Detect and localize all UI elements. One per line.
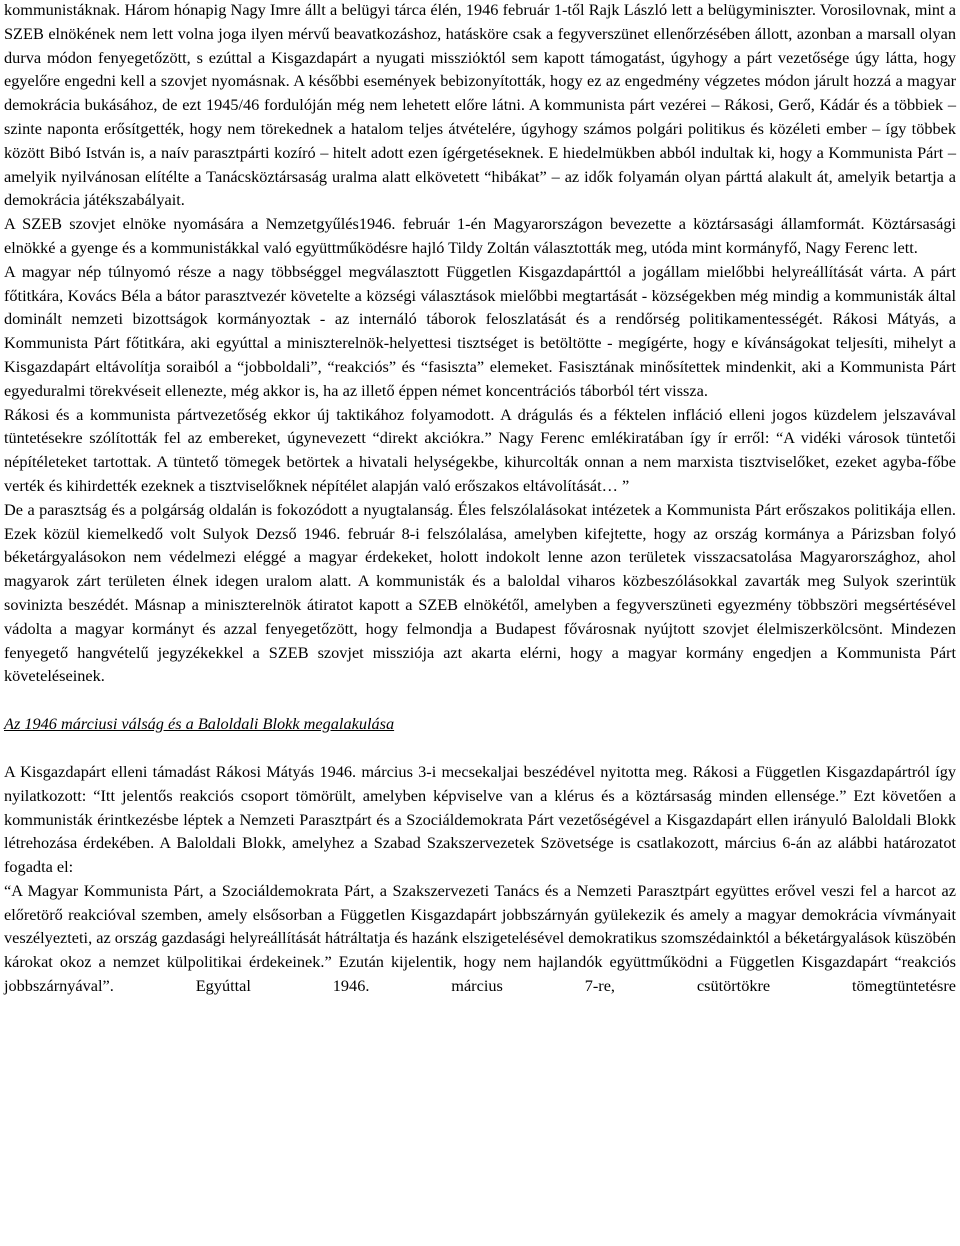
paragraph-4: Rákosi és a kommunista pártvezetőség ekkor új taktikához folyamodott. A drágulás és a féktelen infláció elleni jogos küzdelem jelszavával tüntetésekre szólították fel az embereket, úgynevezett “direkt akciókra.” Nagy Ferenc emlékiratában így ír erről: “A vidéki városok tüntetői népítéleteket tartottak. A tüntető tömegek betörtek a hivatali helységekbe, kihurcolták onnan a nem marxista tisztviselőket, ezeket agyba-főbe verték és kihirdették ezeknek a tisztviselőknek népítélet alapján való erőszakos eltávolítását… ” — [4, 404, 956, 495]
section-paragraph-2: “A Magyar Kommunista Párt, a Szociáldemokrata Párt, a Szakszervezeti Tanács és a Nemzeti Parasztpárt együttes erővel veszi fel a harcot az előretörő reakcióval szemben, amely elsősorban a Független Kisgazdapárt jobbszárnyán gyülekezik és amely a magyar demokrácia vívmányait veszélyezteti, az ország gazdasági helyreállítását hátráltatja és hazánk elszigetelésével demokratikus szomszédainktól a béketárgyalások küszöbén károkat okoz a nemzet külpolitikai érdekeinek.” Ezután kijelentik, hogy nem hajlandók együttműködni a Független Kisgazdapárt “reakciós jobbszárnyával”. Egyúttal 1946. március 7-re, csütörtökre tömegtüntetésre — [4, 880, 956, 996]
paragraph-1: kommunistáknak. Három hónapig Nagy Imre állt a belügyi tárca élén, 1946 február 1-től Rajk László lett a belügyminiszter. Vorosilovnak, mint a SZEB elnökének nem lett volna joga ilyen mérvű beavatkozáshoz, hatásköre csak a fegyverszünet ellenőrzésében állott, azonban a marsall olyan durva módon fenyegetőzött, s ezúttal a Kisgazdapárt a nyugati missziόktól sem kapott támogatást, úgyhogy a párt vezetősége úgy látta, hogy egyelőre engedni kell a szovjet nyomásnak. A későbbi események bebizonyították, hogy ez az engedmény végzetes módon járult hozzá a magyar demokrácia bukásához, de ezt 1945/46 fordulóján még nem lehetett előre látni. A kommunista párt vezérei – Rákosi, Gerő, Kádár és a többiek – szinte naponta erősítgették, hogy nem törekednek a hatalom teljes átvételére, úgyhogy számos polgári politikus és közéleti ember – így többek között Bibó István is, a naív parasztpárti kοzíró – hitelt adott ezen ígérgetéseknek. E hiedelmükben abból indultak ki, hogy a Kommunista Párt – amelyik nyilvánosan elítélte a Tanácsköztársaság uralma alatt elkövetett “hibákat” – az idők folyamán olyan párttá alakult át, amelyik betartja a demokrácia játékszabályait. — [4, 0, 956, 210]
paragraph-3: A magyar nép túlnyomó része a nagy többséggel megválasztott Független Kisgazdapárttól a jogállam mielőbbi helyreállítását várta. A párt főtitkára, Kovács Béla a bátor parasztvezér követelte a községi választások mielőbbi megtartását - községekben még mindig a kommunisták által dominált nemzeti bizottságok kormányoztak - az internáló táborok feloszlatását és a rendőrség politikamentességét. Rákosi Mátyás, a Kommunista Párt főtitkára, aki egyúttal a miniszterelnök-helyettesi tisztséget is betöltötte - megígérte, hogy e kívánságokat teljesíti, mihelyt a Kisgazdapárt eltávolítja soraiból a “jobboldali”, “reakciós” és “fasiszta” elemeket. Fasisztának minősítettek mindenkit, aki a Kommunista Párt egyeduralmi törekvéseit ellenezte, még akkor is, ha az illető éppen német koncentrációs táborból tért vissza. — [4, 261, 956, 400]
section-paragraph-1: A Kisgazdapárt elleni támadást Rákosi Mátyás 1946. március 3-i mecsekaljai beszédével nyitotta meg. Rákosi a Független Kisgazdapártról így nyilatkozott: “Itt jelentős reakciós csoport tömörült, amelyben képviselve van a klérus és a köztársaság minden ellensége.” Ezt követően a kommunisták érintkezésbe léptek a Nemzeti Parasztpárt és a Szociáldemokrata Párt vezetőségével a Kisgazdapárt ellen irányuló Baloldali Blokk létrehozása érdekében. A Baloldali Blokk, amelyhez a Szabad Szakszervezetek Szövetsége is csatlakozott, március 6-án az alábbi határozatot fogadta el: — [4, 761, 956, 877]
paragraph-5: De a parasztság és a polgárság oldalán is fokozódott a nyugtalanság. Éles felszólalásokat intézetek a Kommunista Párt erőszakos politikája ellen. Ezek közül kiemelkedő volt Sulyok Dezső 1946. február 8-i felszólalása, amelyben kifejtette, hogy az ország kormánya a Párizsban folyó béketárgyalásokon nem védelmezi eléggé a magyar érdekeket, holott indokolt lenne azon területek visszacsatolása Magyarországhoz, ahol magyarok zárt területen élnek idegen uralom alatt. A kommunisták és a baloldal viharos közbeszólásokkal zavarták meg Sulyok szerintük sovinizta beszédét. Másnap a miniszterelnök átiratot kapott a SZEB elnökétől, amelyben a fegyverszüneti egyezmény többszöri megsértésével vádolta a magyar kormányt és azzal fenyegetőzött, hogy felmondja a Budapest fővárosnak nyújtott szovjet élelmiszerkölcsönt. Mindezen fenyegető hangvételű jegyzékekkel a SZEB szovjet missziója azt akarta elérni, hogy a magyar kormány engedjen a Kommunista Párt követeléseinek. — [4, 499, 956, 686]
section-heading: Az 1946 márciusi válság és a Baloldali Blokk megalakulása — [4, 714, 395, 734]
paragraph-2: A SZEB szovjet elnöke nyomására a Nemzetgyűlés1946. február 1-én Magyarországon bevezette a köztársasági államformát. Köztársasági elnökké a gyenge és a kommunistákkal való együttműködésre hajló Tildy Zoltán választották meg, utóda mint kormányfő, Nagy Ferenc lett. — [4, 214, 956, 257]
